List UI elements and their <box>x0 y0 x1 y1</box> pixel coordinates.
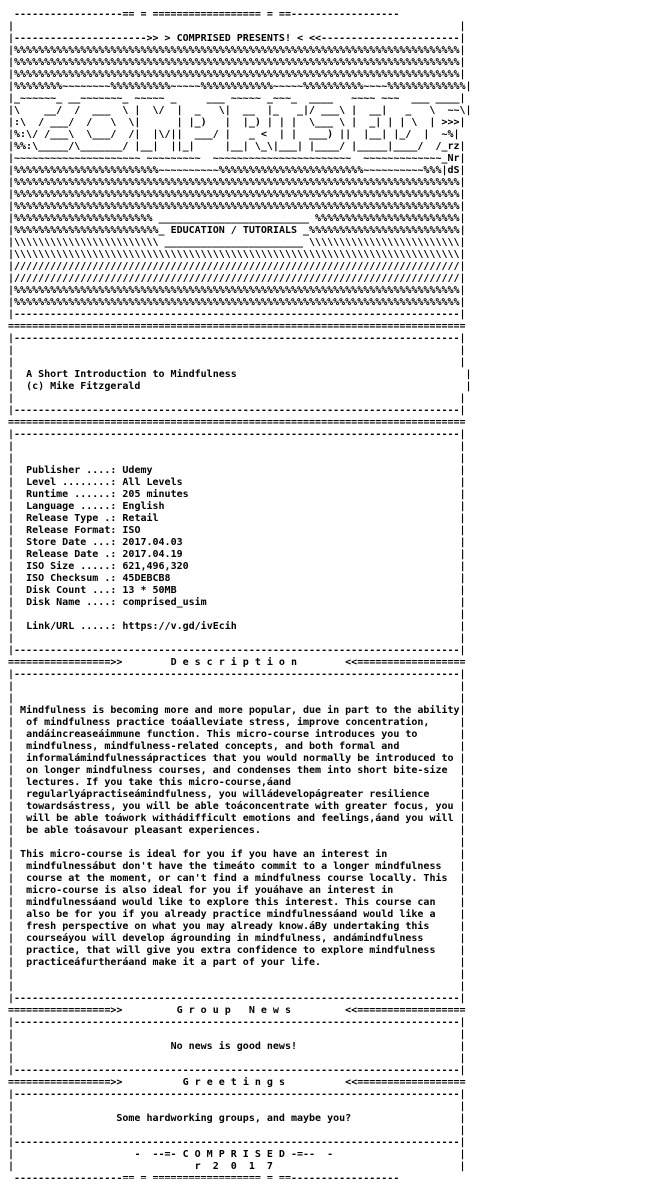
release-title: | A Short Introduction to Mindfulness | <box>8 369 472 380</box>
frame-line: | | <box>8 1101 466 1112</box>
frame-line: | | <box>8 357 466 368</box>
divider: ============================================================================ <box>8 417 466 428</box>
info-row: | Runtime ......: 205 minutes | <box>8 489 466 500</box>
info-key: Disk Name ....: <box>26 597 117 608</box>
description-text: lectures. If you take this micro-course,áand <box>20 777 291 788</box>
frame-line: | | <box>8 21 466 32</box>
description-line: | fresh perspective on what you may already know.áBy undertaking this | <box>8 921 466 932</box>
description-line: | of mindfulness practice toáalleviate stress, improve concentration, | <box>8 717 466 728</box>
info-row: | Disk Name ....: comprised_usim | <box>8 597 466 608</box>
logo-art-line: |%%%%%%%%%%%%%%%%%%%%%%%%%%%%%%%%%%%%%%%%%%%%%%%%%%%%%%%%%%%%%%%%%%%%%%%%%%| <box>8 177 466 188</box>
info-value: 2017.04.03 <box>122 537 183 548</box>
art-line: |%%%%%%%%%%%%%%%%%%%%%%%%%%%%%%%%%%%%%%%%%%%%%%%%%%%%%%%%%%%%%%%%%%%%%%%%%%| <box>8 285 466 296</box>
logo-art-line: |%%%%%%%%%%%%%%%%%%%%%%%%%%%%%%%%%%%%%%%%%%%%%%%%%%%%%%%%%%%%%%%%%%%%%%%%%%| <box>8 45 466 56</box>
description-line: | will be able toáwork withádifficult emotions and feelings,áand you will | <box>8 813 466 824</box>
greetings-header: =================>> G r e e t i n g s <<================== <box>8 1077 466 1088</box>
group-news-header-title: G r o u p N e w s <box>176 1005 291 1016</box>
divider: |--------------------------------------------------------------------------| <box>8 309 466 320</box>
divider: |--------------------------------------------------------------------------| <box>8 669 466 680</box>
info-key: Language .....: <box>26 501 117 512</box>
presents-line-text: -->> > COMPRISED PRESENTS! < <<-- <box>134 33 334 44</box>
frame-line: | | <box>8 345 466 356</box>
description-text: andáincreaseáimmune function. This micro-course introduces you to <box>20 729 418 740</box>
logo-art-line: |_~~~~~~_ __~~~~~~~_ ~~~~~ _ ___ ~~~~~ _~~~_ ____ ~~~~ ~~~ ___ ____| <box>8 93 466 104</box>
info-row: | ISO Checksum .: 45DEBCB8 | <box>8 573 466 584</box>
bottom-border: ------------------== = ================== = ==------------------ <box>8 1173 400 1179</box>
description-line: | be able toásavour pleasant experiences. | <box>8 825 466 836</box>
frame-line: | | <box>8 609 466 620</box>
frame-line: | | <box>8 441 466 452</box>
info-row: | Level ........: All Levels | <box>8 477 466 488</box>
info-value: 205 minutes <box>122 489 189 500</box>
info-key: ISO Checksum .: <box>26 573 117 584</box>
frame-line: | | <box>8 837 466 848</box>
link-url[interactable]: https://v.gd/ivEcih <box>122 621 237 632</box>
description-line: | informalámindfulnessápractices that you would normally be introduced to | <box>8 753 466 764</box>
description-line: | also be for you if you already practice mindfulnessáand would like a | <box>8 909 466 920</box>
release-author-text: (c) Mike Fitzgerald <box>26 381 141 392</box>
logo-art-line: |%%%%%%%%%%%%%%%%%%%%%%%%%%%%%%%%%%%%%%%%%%%%%%%%%%%%%%%%%%%%%%%%%%%%%%%%%%| <box>8 57 466 68</box>
frame-line: | | <box>8 393 466 404</box>
info-row: | Publisher ....: Udemy | <box>8 465 466 476</box>
info-row: | Release Type .: Retail | <box>8 513 466 524</box>
description-header-title: D e s c r i p t i o n <box>170 657 297 668</box>
greetings-line-text: Some hardworking groups, and maybe you? <box>116 1113 352 1124</box>
description-line: | course at the moment, or can't find a mindfulness course locally. This | <box>8 873 466 884</box>
description-text: mindfulness, mindfulness-related concepts, and both formal and <box>20 741 400 752</box>
logo-art-line: |%%%%%%%%%%%%%%%%%%%%%%%%%%%%%%%%%%%%%%%%%%%%%%%%%%%%%%%%%%%%%%%%%%%%%%%%%%| <box>8 201 466 212</box>
divider: |--------------------------------------------------------------------------| <box>8 645 466 656</box>
info-value: Udemy <box>122 465 153 476</box>
description-text: This micro-course is ideal for you if you have an interest in <box>20 849 388 860</box>
info-row: | Release Date .: 2017.04.19 | <box>8 549 466 560</box>
logo-art-line: |:\ / ___/ / \ \| | |_) | |_) | | | \___ \ | _| | | \ | >>>| <box>8 117 466 128</box>
group-news-header: =================>> G r o u p N e w s <<================== <box>8 1005 466 1016</box>
category-bottom: |\\\\\\\\\\\\\\\\\\\\\\\\ _______________________ \\\\\\\\\\\\\\\\\\\\\\\\\| <box>8 237 466 248</box>
description-text: courseáyou will develop ágrounding in mindfulness, andámindfulness <box>20 933 424 944</box>
divider: |--------------------------------------------------------------------------| <box>8 405 466 416</box>
news-line-text: No news is good news! <box>170 1041 297 1052</box>
divider: |--------------------------------------------------------------------------| <box>8 1137 466 1148</box>
news-line: | No news is good news! | <box>8 1041 466 1052</box>
description-line: | regularlyápractiseámindfulness, you willádevelopágreater resilience | <box>8 789 466 800</box>
info-row: | ISO Size .....: 621,496,320 | <box>8 561 466 572</box>
category-line: |%%%%%%%%%%%%%%%%%%%%%%%%_ EDUCATION / TUTORIALS _%%%%%%%%%%%%%%%%%%%%%%%%%| <box>8 225 466 236</box>
frame-line: | | <box>8 633 466 644</box>
art-line: |%%%%%%%%%%%%%%%%%%%%%%%%%%%%%%%%%%%%%%%%%%%%%%%%%%%%%%%%%%%%%%%%%%%%%%%%%%| <box>8 297 466 308</box>
description-text: informalámindfulnessápractices that you would normally be introduced to <box>20 753 454 764</box>
description-line: | practice, that will give you extra confidence to explore mindfulness | <box>8 945 466 956</box>
greetings-line: | Some hardworking groups, and maybe you? | <box>8 1113 466 1124</box>
link-key: Link/URL .....: <box>26 621 117 632</box>
description-text: micro-course is also ideal for you if youáhave an interest in <box>20 885 394 896</box>
logo-art-line: |%%%%%%%%%%%%%%%%%%%%%%%%~~~~~~~~~~%%%%%%%%%%%%%%%%%%%%%%%%~~~~~~~~~~%%%|dS| <box>8 165 466 176</box>
info-row: | Disk Count ...: 13 * 50MB | <box>8 585 466 596</box>
logo-art-line: |%%%%%%%%%%%%%%%%%%%%%%%%%%%%%%%%%%%%%%%%%%%%%%%%%%%%%%%%%%%%%%%%%%%%%%%%%%| <box>8 69 466 80</box>
frame-line: | | <box>8 693 466 704</box>
footer-year-text: r 2 0 1 7 <box>194 1161 273 1172</box>
presents-line: |---------------------->> > COMPRISED PRESENTS! < <<-----------------------| <box>8 33 466 44</box>
info-value: 13 * 50MB <box>122 585 177 596</box>
info-value: comprised_usim <box>122 597 207 608</box>
divider: |--------------------------------------------------------------------------| <box>8 1017 466 1028</box>
divider: |--------------------------------------------------------------------------| <box>8 1065 466 1076</box>
release-title-text: A Short Introduction to Mindfulness <box>26 369 237 380</box>
info-key: Publisher ....: <box>26 465 117 476</box>
frame-line: | | <box>8 981 466 992</box>
link-row: | Link/URL .....: https://v.gd/ivEcih | <box>8 621 466 632</box>
description-line: | mindfulness, mindfulness-related concepts, and both formal and | <box>8 741 466 752</box>
info-value: ISO <box>122 525 141 536</box>
logo-art-line: |%%%%%%%%~~~~~~~~%%%%%%%%%%~~~~~%%%%%%%%%%%%~~~~~%%%%%%%%%%~~~~%%%%%%%%%%%%%| <box>8 81 472 92</box>
logo-art-line: |%:\/ /___\ \___/ /| |\/|| ___/ | _ < | | ___) || |__| |_/ | ~%| <box>8 129 460 140</box>
frame-line: | | <box>8 969 466 980</box>
frame-line: | | <box>8 1125 466 1136</box>
footer-group-text: - --=- C O M P R I S E D -=-- - <box>134 1149 334 1160</box>
info-value: 2017.04.19 <box>122 549 183 560</box>
info-key: Store Date ...: <box>26 537 117 548</box>
art-line: |//////////////////////////////////////////////////////////////////////////| <box>8 273 466 284</box>
logo-art-line: |%%%%%%%%%%%%%%%%%%%%%%%%%%%%%%%%%%%%%%%%%%%%%%%%%%%%%%%%%%%%%%%%%%%%%%%%%%| <box>8 189 466 200</box>
info-key: Release Type .: <box>26 513 117 524</box>
footer-group: | - --=- C O M P R I S E D -=-- - | <box>8 1149 466 1160</box>
art-line: |//////////////////////////////////////////////////////////////////////////| <box>8 261 466 272</box>
greetings-header-title: G r e e t i n g s <box>182 1077 285 1088</box>
description-text: fresh perspective on what you may already know.áBy undertaking this <box>20 921 430 932</box>
info-value: All Levels <box>122 477 183 488</box>
description-text: also be for you if you already practice mindfulnessáand would like a <box>20 909 436 920</box>
description-text: practiceáfurtheráand make it a part of your life. <box>20 957 322 968</box>
info-value: English <box>122 501 165 512</box>
info-value: 45DEBCB8 <box>122 573 171 584</box>
logo-art-line: |\ __/ / ___ \ | \/ | _ \| __ |_ _|/ ___\ | __| _ \ ~~\| <box>8 105 472 116</box>
description-line: | lectures. If you take this micro-course,áand | <box>8 777 466 788</box>
description-text: be able toásavour pleasant experiences. <box>20 825 261 836</box>
description-line: | micro-course is also ideal for you if youáhave an interest in | <box>8 885 466 896</box>
info-row: | Store Date ...: 2017.04.03 | <box>8 537 466 548</box>
description-text: mindfulnessáand would like to explore this interest. This course can <box>20 897 436 908</box>
info-row: | Language .....: English | <box>8 501 466 512</box>
info-row: | Release Format: ISO | <box>8 525 466 536</box>
divider: |--------------------------------------------------------------------------| <box>8 333 466 344</box>
description-line: | courseáyou will develop ágrounding in mindfulness, andámindfulness | <box>8 933 466 944</box>
top-border: ------------------== = ================== = ==------------------ <box>8 9 400 20</box>
divider: |--------------------------------------------------------------------------| <box>8 993 466 1004</box>
category-label: EDUCATION / TUTORIALS <box>170 225 298 236</box>
description-text: on longer mindfulness courses, and condenses them into short bite-size <box>20 765 448 776</box>
divider: ============================================================================ <box>8 321 466 332</box>
description-line: | mindfulnessáand would like to explore this interest. This course can | <box>8 897 466 908</box>
description-text: regularlyápractiseámindfulness, you willádevelopágreater resilience <box>20 789 430 800</box>
description-line: | towardsástress, you will be able toáconcentrate with greater focus, you | <box>8 801 466 812</box>
divider: |--------------------------------------------------------------------------| <box>8 429 466 440</box>
description-header: =================>> D e s c r i p t i o n <<================== <box>8 657 466 668</box>
description-line: | mindfulnessábut don't have the timeáto commit to a longer mindfulness | <box>8 861 466 872</box>
info-key: ISO Size .....: <box>26 561 117 572</box>
description-text: mindfulnessábut don't have the timeáto commit to a longer mindfulness <box>20 861 442 872</box>
info-key: Release Date .: <box>26 549 117 560</box>
description-text: will be able toáwork withádifficult emotions and feelings,áand you will <box>20 813 454 824</box>
release-author: | (c) Mike Fitzgerald | <box>8 381 472 392</box>
description-text: Mindfulness is becoming more and more popular, due in part to the ability <box>20 705 460 716</box>
description-text: course at the moment, or can't find a mindfulness course locally. This <box>20 873 448 884</box>
frame-line: | | <box>8 1053 466 1064</box>
description-line: | This micro-course is ideal for you if you have an interest in | <box>8 849 466 860</box>
logo-art-line: |%%:\_____/\_______/ |__| ||_| |__| \_\|___| |____/ |_____|____/ /_rz| <box>8 141 466 152</box>
description-line: | Mindfulness is becoming more and more popular, due in part to the ability| <box>8 705 466 716</box>
info-value: Retail <box>122 513 159 524</box>
frame-line: | | <box>8 453 466 464</box>
description-text: of mindfulness practice toáalleviate stress, improve concentration, <box>20 717 430 728</box>
category-top: |%%%%%%%%%%%%%%%%%%%%%%% _________________________ %%%%%%%%%%%%%%%%%%%%%%%%| <box>8 213 466 224</box>
info-value: 621,496,320 <box>122 561 189 572</box>
info-key: Runtime ......: <box>26 489 117 500</box>
description-line: | andáincreaseáimmune function. This micro-course introduces you to | <box>8 729 466 740</box>
footer-year: | r 2 0 1 7 | <box>8 1161 466 1172</box>
description-line: | practiceáfurtheráand make it a part of your life. | <box>8 957 466 968</box>
description-text: practice, that will give you extra confidence to explore mindfulness <box>20 945 436 956</box>
logo-art-line: |~~~~~~~~~~~~~~~~~~~~~ ~~~~~~~~~ ~~~~~~~~~~~~~~~~~~~~~~~ ~~~~~~~~~~~~~_Nr| <box>8 153 466 164</box>
info-key: Release Format: <box>26 525 117 536</box>
frame-line: | | <box>8 681 466 692</box>
description-line: | on longer mindfulness courses, and condenses them into short bite-size | <box>8 765 466 776</box>
art-line: |\\\\\\\\\\\\\\\\\\\\\\\\\\\\\\\\\\\\\\\\\\\\\\\\\\\\\\\\\\\\\\\\\\\\\\\\\\| <box>8 249 466 260</box>
divider: |--------------------------------------------------------------------------| <box>8 1089 466 1100</box>
info-key: Level ........: <box>26 477 117 488</box>
description-text: towardsástress, you will be able toáconcentrate with greater focus, you <box>20 801 454 812</box>
info-key: Disk Count ...: <box>26 585 117 596</box>
frame-line: | | <box>8 1029 466 1040</box>
